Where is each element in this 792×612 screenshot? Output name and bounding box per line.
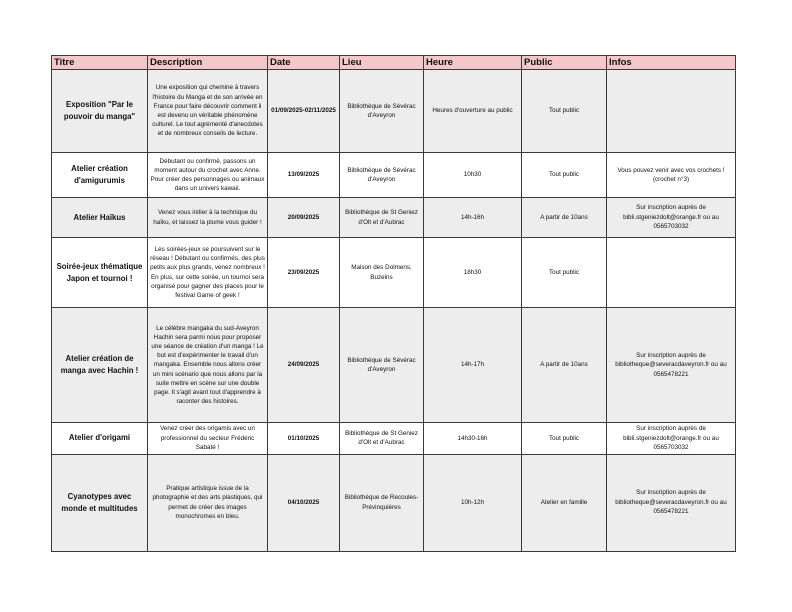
header-time: Heure [424, 56, 522, 70]
event-description: Venez créer des origamis avec un professionnel du secteur Frédéric Sabaté ! [148, 423, 268, 455]
table-row [52, 70, 736, 153]
event-title: Atelier Haïkus [52, 198, 148, 238]
event-description: Débutant ou confirmé, passons un moment autour du crochet avec Anne. Pour créer des personnages ou animaux dans un univers kawaii. [148, 153, 268, 198]
event-time: Heures d'ouverture au public [424, 70, 522, 153]
event-audience: Tout public [522, 238, 607, 308]
event-audience: Tout public [522, 70, 607, 153]
event-date: 13/09/2025 [268, 153, 340, 198]
event-info: Sur inscription auprès de bibliotheque@severacdaveyron.fr ou au 0565478221 [607, 308, 736, 423]
event-audience: A partir de 10ans [522, 308, 607, 423]
event-info: Sur inscription auprès de bibli.stgeniezdolt@orange.fr ou au 0565703032 [607, 198, 736, 238]
event-title: Atelier création de manga avec Hachin ! [52, 308, 148, 423]
event-audience: A partir de 10ans [522, 198, 607, 238]
event-date: 23/09/2025 [268, 238, 340, 308]
event-date: 01/09/2025-02/11/2025 [268, 70, 340, 153]
event-date: 01/10/2025 [268, 423, 340, 455]
event-date: 24/09/2025 [268, 308, 340, 423]
event-location: Bibliothèque de Sévérac d'Aveyron [340, 153, 424, 198]
event-title: Cyanotypes avec monde et multitudes [52, 454, 148, 551]
events-table [51, 55, 736, 552]
event-description: Pratique artistique issue de la photographie et des arts plastiques, qui permet de créer des images monochromes en bleu. [148, 454, 268, 551]
header-audience: Public [522, 56, 607, 70]
event-time: 14h30-16h [424, 423, 522, 455]
event-description: Une exposition qui chemine à travers l'histoire du Manga et de son arrivée en France pour faire découvrir comment il est devenu un véritable phénomène culturel. Le tout agrémenté d'anecdotes et de nombreux conseils de lecture. [148, 70, 268, 153]
event-info [607, 70, 736, 153]
table-row [52, 454, 736, 551]
event-date: 04/10/2025 [268, 454, 340, 551]
event-audience: Tout public [522, 423, 607, 455]
event-location: Maison des Dolmens, Buzeins [340, 238, 424, 308]
event-info [607, 238, 736, 308]
event-info: Sur inscription auprès de bibli.stgeniezdolt@orange.fr ou au 0565703032 [607, 423, 736, 455]
event-title: Atelier d'origami [52, 423, 148, 455]
event-location: Bibliothèque de Sévérac d'Aveyron [340, 308, 424, 423]
event-time: 14h-17h [424, 308, 522, 423]
event-location: Bibliothèque de St Geniez d'Olt et d'Aubrac [340, 198, 424, 238]
table-row [52, 198, 736, 238]
event-time: 10h-12h [424, 454, 522, 551]
table-row [52, 423, 736, 455]
header-description: Description [148, 56, 268, 70]
event-title: Soirée-jeux thématique Japon et tournoi ! [52, 238, 148, 308]
event-location: Bibliothèque de Sévérac d'Aveyron [340, 70, 424, 153]
event-description: Les soirées-jeux se poursuivent sur le réseau ! Débutant ou confirmés, des plus petits aux plus grands, venez nombreux ! En plus, sur cette soirée, un tournoi sera organisé pour gagner des places pour le festival Game of geek ! [148, 238, 268, 308]
header-date: Date [268, 56, 340, 70]
event-audience: Atelier en famille [522, 454, 607, 551]
header-location: Lieu [340, 56, 424, 70]
event-description: Venez vous initier à la technique du haïku, et laissez la plume vous guider ! [148, 198, 268, 238]
event-description: Le célèbre mangaka du sud-Aveyron Hachin sera parmi nous pour proposer une séance de création d'un manga ! Le but est d'expérimenter le travail d'un mangaka. Ensemble nous allons créer un mini scénario que nous allons par la suite mettre en scène sur une double page. Il s'agit avant tout d'apprendre à raconter des histoires. [148, 308, 268, 423]
event-title: Exposition "Par le pouvoir du manga" [52, 70, 148, 153]
header-title: Titre [52, 56, 148, 70]
event-audience: Tout public [522, 153, 607, 198]
event-date: 20/09/2025 [268, 198, 340, 238]
event-time: 10h30 [424, 153, 522, 198]
event-info: Vous pouvez venir avec vos crochets ! (crochet n°3) [607, 153, 736, 198]
header-info: Infos [607, 56, 736, 70]
event-title: Atelier création d'amigurumis [52, 153, 148, 198]
header-row [52, 56, 736, 70]
table-row [52, 238, 736, 308]
table-row [52, 153, 736, 198]
event-location: Bibliothèque de Recoules-Prévinquières [340, 454, 424, 551]
event-info: Sur inscription auprès de bibliotheque@severacdaveyron.fr ou au 0565478221 [607, 454, 736, 551]
event-time: 18h30 [424, 238, 522, 308]
event-time: 14h-16h [424, 198, 522, 238]
table-row [52, 308, 736, 423]
event-location: Bibliothèque de St Geniez d'Olt et d'Aubrac [340, 423, 424, 455]
